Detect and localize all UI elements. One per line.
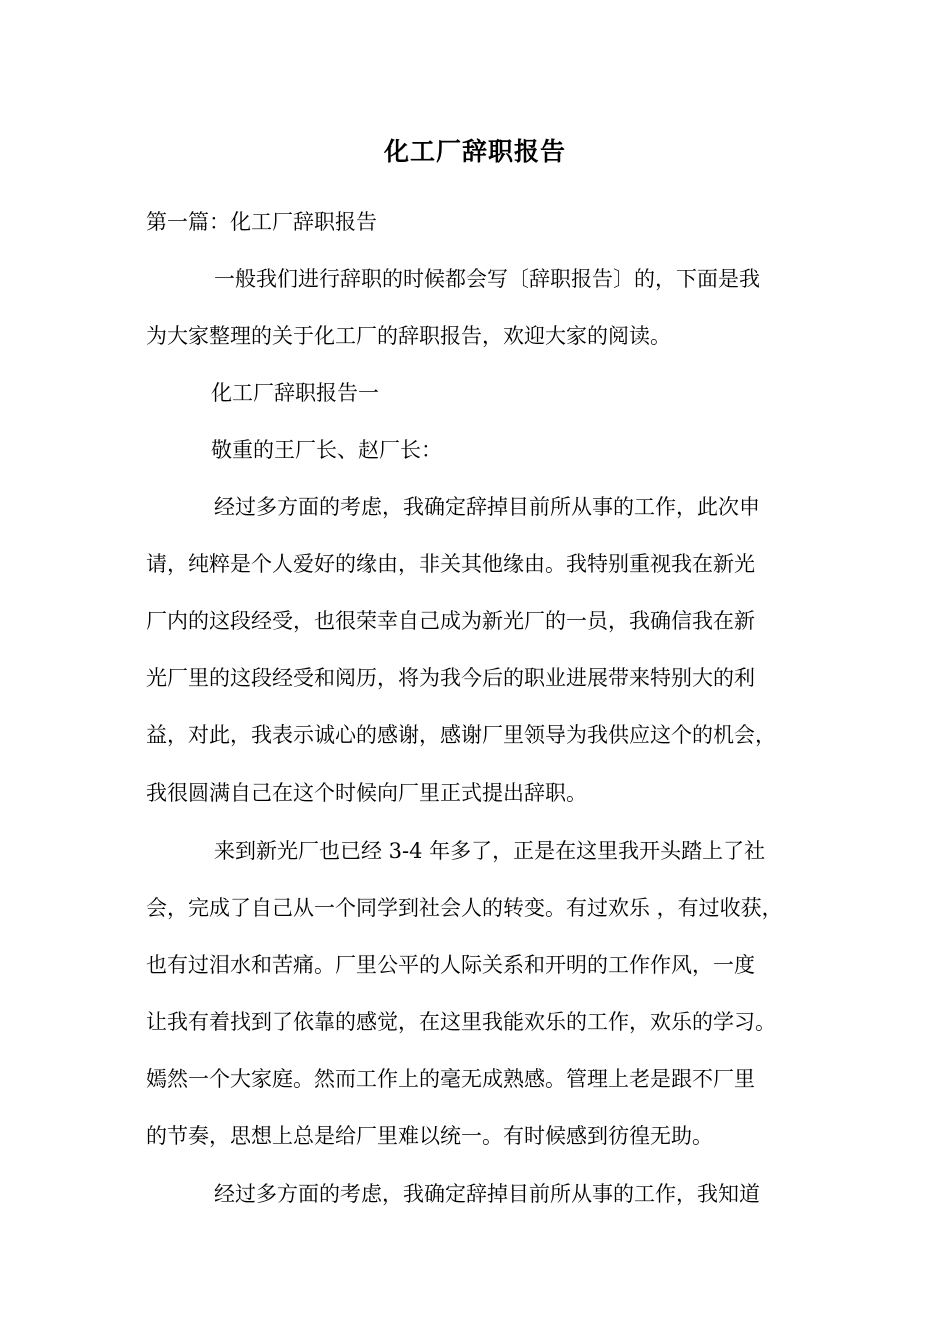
paragraph-line: 的节奏，思想上总是给厂里难以统一。有时候感到彷徨无助。: [146, 1124, 713, 1148]
letter-subtitle: 化工厂辞职报告一: [211, 381, 379, 405]
paragraph-line: 会，完成了自己从一个同学到社会人的转变。有过欢乐 ，有过收获，: [146, 896, 783, 920]
section-heading: 第一篇：化工厂辞职报告: [146, 210, 377, 234]
paragraph-line: 让我有着找到了依靠的感觉，在这里我能欢乐的工作，欢乐的学习。: [146, 1010, 776, 1034]
paragraph-line: 我很圆满自己在这个时候向厂里正式提出辞职。: [146, 781, 587, 805]
paragraph-line: 为大家整理的关于化工厂的辞职报告，欢迎大家的阅读。: [146, 324, 671, 348]
paragraph-line: 来到新光厂也已经 3-4 年多了，正是在这里我开头踏上了社: [214, 839, 766, 863]
paragraph-line: 光厂里的这段经受和阅历，将为我今后的职业进展带来特别大的利: [146, 666, 755, 690]
paragraph-line: 经过多方面的考虑，我确定辞掉目前所从事的工作，此次申: [214, 495, 760, 519]
letter-salutation: 敬重的王厂长、赵厂长：: [211, 438, 442, 462]
paragraph-line: 也有过泪水和苦痛。厂里公平的人际关系和开明的工作作风，一度: [146, 953, 755, 977]
paragraph-line: 嫣然一个大家庭。然而工作上的毫无成熟感。管理上老是跟不厂里: [146, 1067, 755, 1091]
paragraph-line: 一般我们进行辞职的时候都会写〔辞职报告〕的，下面是我: [214, 267, 760, 291]
paragraph-line: 厂内的这段经受，也很荣幸自己成为新光厂的一员，我确信我在新: [146, 609, 755, 633]
document-title: 化工厂辞职报告: [383, 137, 566, 166]
paragraph-line: 经过多方面的考虑，我确定辞掉目前所从事的工作，我知道: [214, 1182, 760, 1206]
paragraph-line: 益，对此，我表示诚心的感谢，感谢厂里领导为我供应这个的机会，: [146, 723, 776, 747]
paragraph-line: 请，纯粹是个人爱好的缘由，非关其他缘由。我特别重视我在新光: [146, 552, 755, 576]
